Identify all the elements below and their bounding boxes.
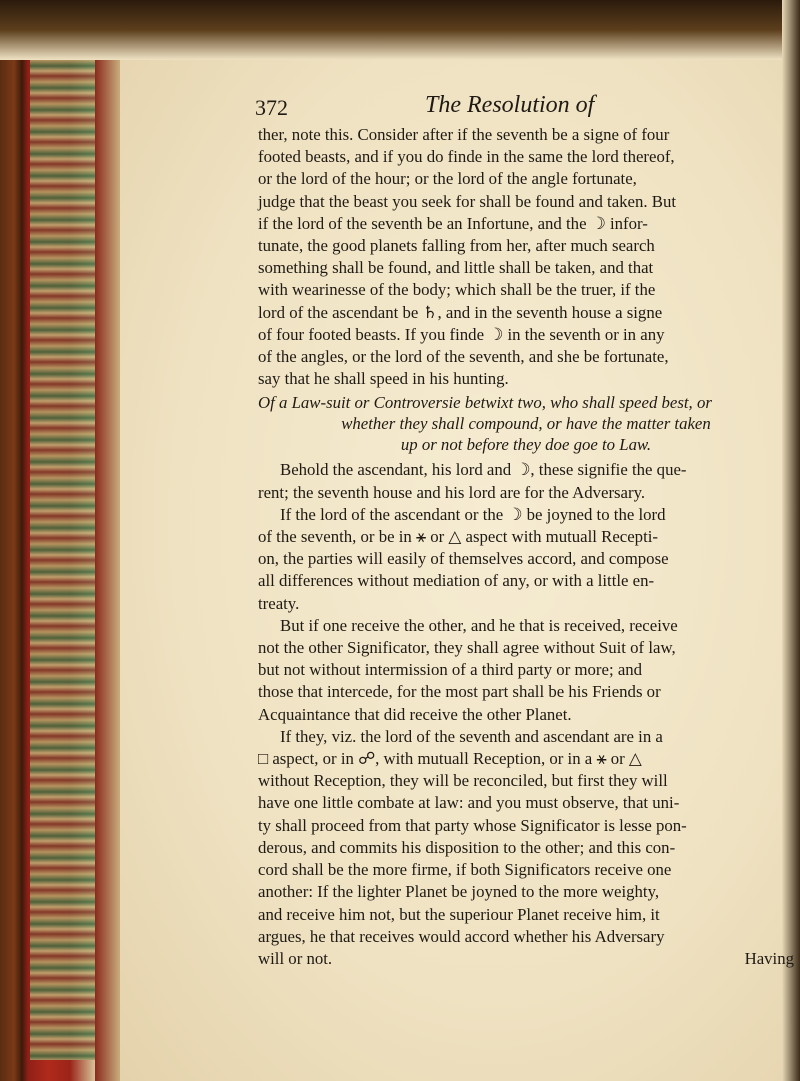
- heading-line: Of a Law-suit or Controversie betwixt two, who shall speed best, or: [258, 393, 712, 413]
- paragraph-reconciled: [258, 726, 794, 970]
- text-line: not the other Significator, they shall agree without Suit of law,: [258, 638, 676, 658]
- text-line: argues, he that receives would accord whether his Adversary: [258, 926, 665, 946]
- text-line: of the angles, or the lord of the seventh, and she be fortunate,: [258, 347, 669, 367]
- text-line: derous, and commits his disposition to the other; and this con-: [258, 837, 676, 857]
- running-head: The Resolution of: [425, 92, 595, 118]
- text-line: of four footed beasts. If you finde ☽ in the seventh or in any: [258, 324, 665, 344]
- text-line: but not without intermission of a third party or more; and: [258, 660, 643, 680]
- text-line: those that intercede, for the most part shall be his Friends or: [258, 682, 661, 702]
- text-line: will or not.: [258, 948, 333, 968]
- text-line: Acquaintance that did receive the other Planet.: [258, 704, 572, 724]
- catchword: Having: [744, 948, 794, 968]
- text-line: tunate, the good planets falling from her, after much search: [258, 236, 655, 256]
- text-line: and receive him not, but the superiour Planet receive him, it: [258, 904, 660, 924]
- text-line: another: If the lighter Planet be joyned to the more weighty,: [258, 882, 660, 902]
- text-line: with wearinesse of the body; which shall be the truer, if the: [258, 280, 656, 300]
- page-number: 372: [255, 95, 288, 120]
- heading-line: whether they shall compound, or have the matter taken: [341, 414, 711, 434]
- top-book-edge: [0, 0, 800, 60]
- heading-line: up or not before they doe goe to Law.: [400, 435, 652, 455]
- text-line: If the lord of the ascendant or the ☽ be joyned to the lord: [280, 504, 666, 524]
- text-line: Behold the ascendant, his lord and ☽, these signifie the que-: [280, 460, 687, 480]
- text-line: of the seventh, or be in ⚹ or △ aspect with mutuall Recepti-: [258, 527, 658, 547]
- text-line: have one little combate at law: and you must observe, that uni-: [258, 793, 680, 813]
- text-line: something shall be found, and little shall be taken, and that: [258, 258, 654, 278]
- text-line: rent; the seventh house and his lord are for the Adversary.: [258, 482, 646, 502]
- page-header: [255, 92, 755, 123]
- text-line: □ aspect, or in ☍, with mutuall Reception, or in a ⚹ or △: [258, 749, 642, 769]
- text-line: lord of the ascendant be ♄, and in the seventh house a signe: [258, 302, 663, 322]
- paragraph-hunting: [258, 124, 794, 390]
- page-body: [258, 124, 794, 970]
- text-line: ty shall proceed from that party whose Significator is lesse pon-: [258, 815, 687, 835]
- text-line: But if one receive the other, and he that is received, receive: [280, 615, 678, 635]
- text-line: say that he shall speed in his hunting.: [258, 369, 509, 389]
- text-line: footed beasts, and if you do finde in the same the lord thereof,: [258, 147, 675, 167]
- paragraph-accord: [258, 459, 794, 614]
- final-line: [258, 948, 794, 970]
- text-line: If they, viz. the lord of the seventh and ascendant are in a: [280, 726, 663, 746]
- text-line: treaty.: [258, 593, 300, 613]
- text-line: all differences without mediation of any, or with a little en-: [258, 571, 655, 591]
- paragraph-intermission: [258, 615, 794, 726]
- marbled-edge: [30, 60, 100, 1060]
- text-line: if the lord of the seventh be an Infortune, and the ☽ infor-: [258, 213, 648, 233]
- text-line: judge that the beast you seek for shall be found and taken. But: [258, 191, 677, 211]
- text-line: or the lord of the hour; or the lord of the angle fortunate,: [258, 169, 637, 189]
- text-line: without Reception, they will be reconciled, but first they will: [258, 771, 668, 791]
- text-line: cord shall be the more firme, if both Significators receive one: [258, 860, 672, 880]
- text-line: ther, note this. Consider after if the seventh be a signe of four: [258, 125, 670, 144]
- section-heading: [258, 390, 794, 459]
- text-line: on, the parties will easily of themselves accord, and compose: [258, 549, 669, 569]
